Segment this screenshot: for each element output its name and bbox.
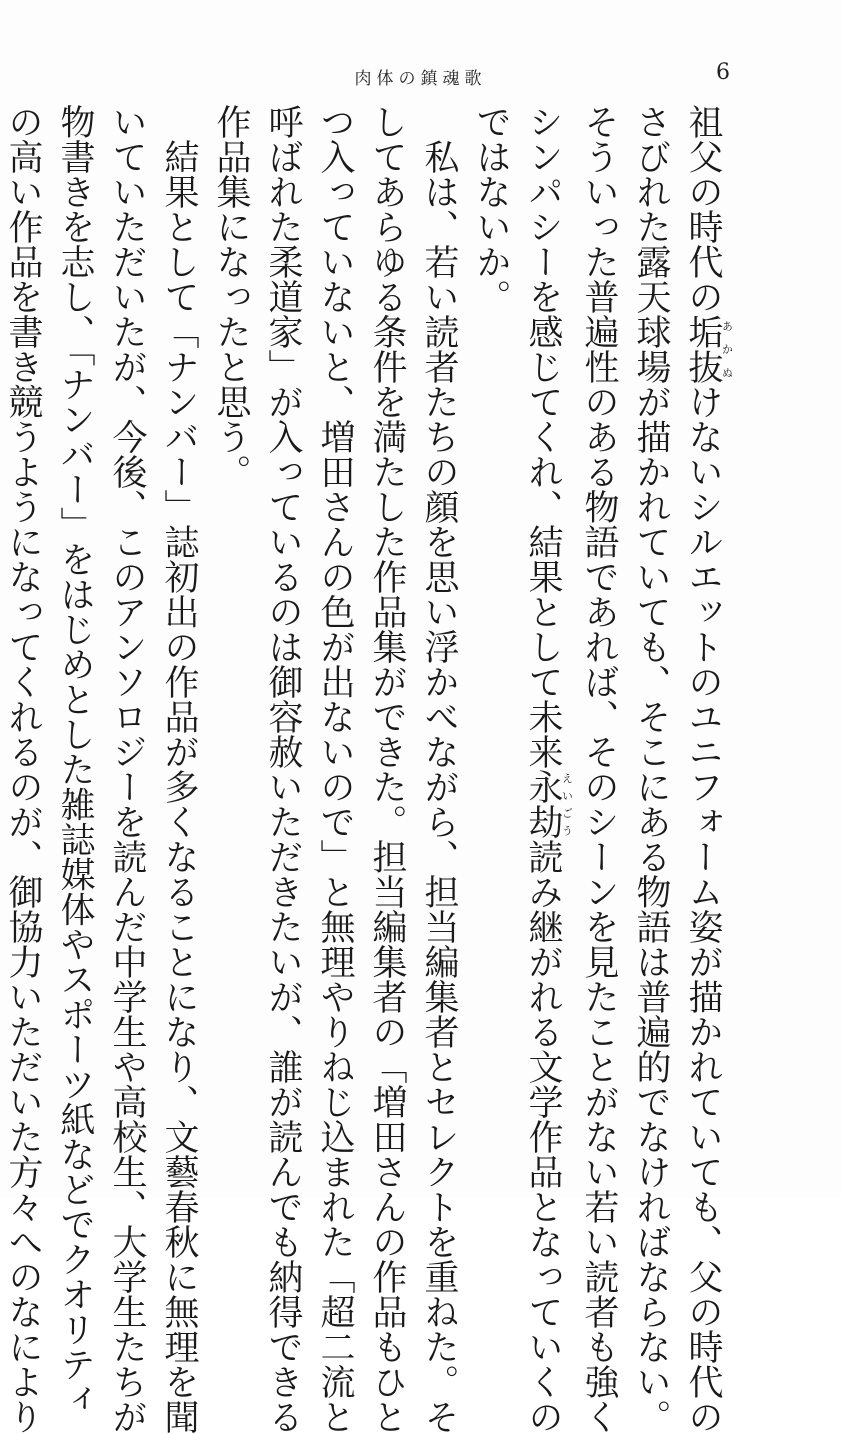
text-line: [573, 104, 625, 1434]
text-line: 物書きを志し、「ナンバー」をはじめとした雑誌媒体やスポーツ紙などでクオリティ: [55, 104, 95, 1417]
paragraph-start-line: 結果として「ナンバー」誌初出の作品が多くなることになり、文藝春秋に無理を聞: [159, 139, 199, 1434]
text-line: してあらゆる条件を満たした作品集ができた。担当編集者の「増田さんの作品もひと: [367, 104, 407, 1434]
text-segment: けないシルエットのユニフォーム姿が描かれていても、父の時代の: [683, 384, 723, 1434]
text-line: いていただいたが、今後、このアンソロジーを読んだ中学生や高校生、大学生たちが: [107, 104, 147, 1434]
text-segment: 読み継がれる文学作品となっていくの: [523, 839, 563, 1434]
ruby-base: 垢抜: [683, 314, 723, 384]
ruby-annotation: [683, 314, 734, 384]
text-line: さびれた露天球場が描かれていても、そこにある物語は普遍的でなければならない。: [631, 104, 671, 1434]
page-number: 6: [716, 60, 730, 85]
ruby-annotation: [523, 769, 574, 839]
text-line: 呼ばれた柔道家」が入っているのは御容赦いただきたいが、誰が読んでも納得できる: [263, 104, 303, 1434]
paragraph-start-line: 私は、若い読者たちの顔を思い浮かべながら、担当編集者とセレクトを重ねた。そ: [419, 139, 459, 1434]
text-segment: そういった普遍性のある物語であれば、そのシーンを見たことがない若い読者も強く: [579, 104, 619, 1434]
ruby-text: えいごう: [560, 769, 574, 839]
text-segment: 祖父の時代の: [683, 104, 723, 314]
body-text: [3, 104, 734, 1434]
ruby-text: あかぬ: [720, 314, 734, 384]
text-segment: シンパシーを感じてくれ、結果として未来: [523, 104, 563, 769]
text-line: [517, 104, 574, 1434]
text-line: つ入っていないと、増田さんの色が出ないので」と無理やりねじ込まれた「超二流と: [315, 104, 355, 1434]
text-line: 作品集になったと思う。: [211, 104, 251, 489]
text-line: ではないか。: [471, 104, 511, 314]
running-title: 肉体の鎮魂歌: [354, 69, 487, 89]
text-line: [677, 104, 734, 1434]
text-line: の高い作品を書き競うようになってくれるのが、御協力いただいた方々へのなにより: [3, 104, 43, 1434]
ruby-base: 永劫: [523, 769, 563, 839]
